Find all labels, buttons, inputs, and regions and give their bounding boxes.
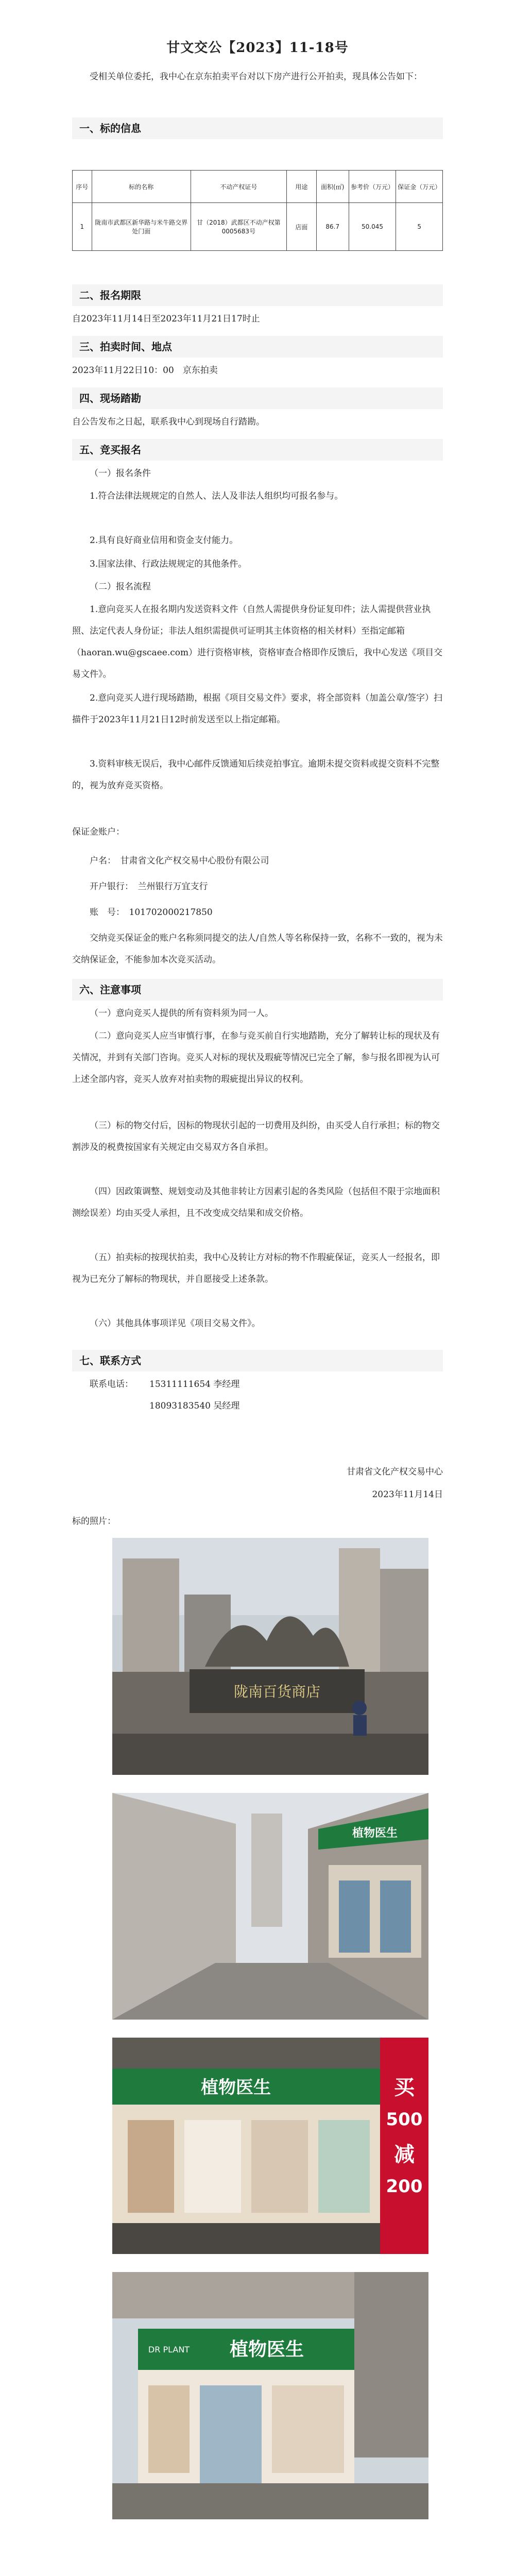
photos-label: 标的照片： bbox=[72, 1516, 116, 1527]
process-step-1: 1.意向竞买人在报名期内发送资料文件（自然人需提供身份证复印件；法人需提供营业执照、法定代表人身份证；非法人组织需提供可证明其主体资格的相关材料）至指定邮箱（haoran.wu@gscaee.com）进行资格审核，资格审查合格即作反馈后，我中心发送《项目交易文件》。 bbox=[72, 604, 443, 680]
sale-text-3: 减 bbox=[394, 2143, 415, 2166]
contact-phone-1: 15311111654 李经理 bbox=[149, 1379, 240, 1389]
section-notes: 六、注意事项 bbox=[72, 979, 443, 1001]
sale-text-4: 200 bbox=[386, 2176, 423, 2197]
deposit-account-intro: 保证金账户： bbox=[72, 827, 125, 837]
note-3: （三）标的物交付后，因标的物现状引起的一切费用及纠纷，由买受人自行承担；标的物交割涉及的税费按国家有关规定由交易双方各自承担。 bbox=[72, 1121, 440, 1153]
note-6: （六）其他具体事项详见《项目交易文件》。 bbox=[90, 1318, 261, 1329]
shop-name-3: 植物医生 bbox=[229, 2339, 304, 2360]
table-cell: 1 bbox=[73, 203, 92, 251]
intro-paragraph: 受相关单位委托，我中心在京东拍卖平台对以下房产进行公开拍卖，现具体公告如下： bbox=[90, 72, 422, 82]
col-header: 保证金（万元） bbox=[396, 171, 443, 203]
col-header: 标的名称 bbox=[92, 171, 191, 203]
note-5: （五）拍卖标的按现状拍卖，我中心及转让方对标的物不作瑕疵保证，竞买人一经报名，即视为已充分了解标的物现状，并自愿接受上述条款。 bbox=[72, 1252, 440, 1284]
table-cell: 陇南市武都区新华路与米牛路交界处门面 bbox=[92, 203, 191, 251]
contact-phone-2: 18093183540 吴经理 bbox=[149, 1401, 240, 1411]
signature-organization: 甘肃省文化产权交易中心 bbox=[347, 1467, 443, 1477]
sale-text-1: 买 bbox=[394, 2076, 415, 2099]
shop-name-2: 植物医生 bbox=[201, 2077, 271, 2098]
condition-1: 1.符合法律法规规定的自然人、法人及非法人组织均可报名参与。 bbox=[90, 491, 344, 501]
shop-en-name: DR PLANT bbox=[148, 2345, 190, 2354]
section-bid-registration: 五、竞买报名 bbox=[72, 439, 443, 461]
note-1: （一）意向竞买人提供的所有资料须为同一人。 bbox=[90, 1008, 273, 1019]
sign-text-1: 陇南百货商店 bbox=[233, 1683, 321, 1700]
col-header: 参考价（万元） bbox=[349, 171, 396, 203]
deposit-note: 交纳竞买保证金的账户名称须同提交的法人/自然人等名称保持一致，名称不一致的，视为未交纳保证金，不能参加本次竞买活动。 bbox=[72, 933, 443, 965]
registration-period-text: 自2023年11月14日至2023年11月21日17时止 bbox=[72, 314, 260, 324]
property-photo-4 bbox=[112, 2272, 428, 2519]
col-header: 用途 bbox=[286, 171, 316, 203]
property-photo-3 bbox=[112, 2038, 428, 2254]
section-site-inspection: 四、现场踏勘 bbox=[72, 387, 443, 409]
property-photo-2 bbox=[112, 1793, 428, 2020]
object-table bbox=[72, 170, 443, 251]
table-cell: 甘（2018）武都区不动产权第0005683号 bbox=[191, 203, 286, 251]
sale-text-2: 500 bbox=[386, 2109, 423, 2130]
table-cell: 5 bbox=[396, 203, 443, 251]
process-title: （二）报名流程 bbox=[90, 582, 151, 592]
table-cell: 50.045 bbox=[349, 203, 396, 251]
account-number: 账 号： 101702000217850 bbox=[90, 907, 213, 918]
condition-3: 3.国家法律、行政法规规定的其他条件。 bbox=[90, 559, 247, 569]
contact-title: 联系电话： bbox=[90, 1379, 133, 1389]
auction-time-text: 2023年11月22日10：00 京东拍卖 bbox=[72, 365, 218, 376]
conditions-title: （一）报名条件 bbox=[90, 468, 151, 479]
section-object-info: 一、标的信息 bbox=[72, 117, 443, 139]
note-2: （二）意向竞买人应当审慎行事，在参与竞买前自行实地踏勘，充分了解转让标的现状及有关情况，并到有关部门咨询。竞买人对标的现状及瑕疵等情况已完全了解，参与报名即视为认可上述全部内容，竞买人放弃对拍卖物的瑕疵提出异议的权利。 bbox=[72, 1031, 440, 1084]
section-auction-time: 三、拍卖时间、地点 bbox=[72, 336, 443, 358]
process-step-2: 2.意向竞买人进行现场踏勘，根据《项目交易文件》要求，将全部资料（加盖公章/签字）扫描件于2023年11月21日12时前发送至以上指定邮箱。 bbox=[72, 693, 442, 725]
shop-name-1: 植物医生 bbox=[352, 1827, 398, 1840]
account-name: 户名： 甘肃省文化产权交易中心股份有限公司 bbox=[90, 856, 269, 866]
section-registration-period: 二、报名期限 bbox=[72, 284, 443, 306]
col-header: 不动产权证号 bbox=[191, 171, 286, 203]
table-cell: 86.7 bbox=[316, 203, 349, 251]
document-title: 甘文交公【2023】11-18号 bbox=[166, 40, 349, 56]
table-header-row bbox=[73, 171, 443, 203]
condition-2: 2.具有良好商业信用和资金支付能力。 bbox=[90, 535, 238, 546]
table-cell: 店面 bbox=[286, 203, 316, 251]
signature-date: 2023年11月14日 bbox=[372, 1489, 443, 1500]
process-step-3: 3.资料审核无误后，我中心邮件反馈通知后续竞拍事宜。逾期未提交资料或提交资料不完整的，视为放弃竞买资格。 bbox=[72, 759, 440, 791]
property-photo-1 bbox=[112, 1538, 428, 1775]
note-4: （四）因政策调整、规划变动及其他非转让方因素引起的各类风险（包括但不限于宗地面积测绘误差）均由买受人承担，且不改变成交结果和成交价格。 bbox=[72, 1187, 440, 1218]
table-row bbox=[73, 203, 443, 251]
col-header: 序号 bbox=[73, 171, 92, 203]
section-contact: 七、联系方式 bbox=[72, 1350, 443, 1371]
account-bank: 开户银行： 兰州银行万宜支行 bbox=[90, 882, 208, 892]
col-header: 面积(㎡) bbox=[316, 171, 349, 203]
site-inspection-text: 自公告发布之日起，联系我中心到现场自行踏勘。 bbox=[72, 417, 265, 427]
